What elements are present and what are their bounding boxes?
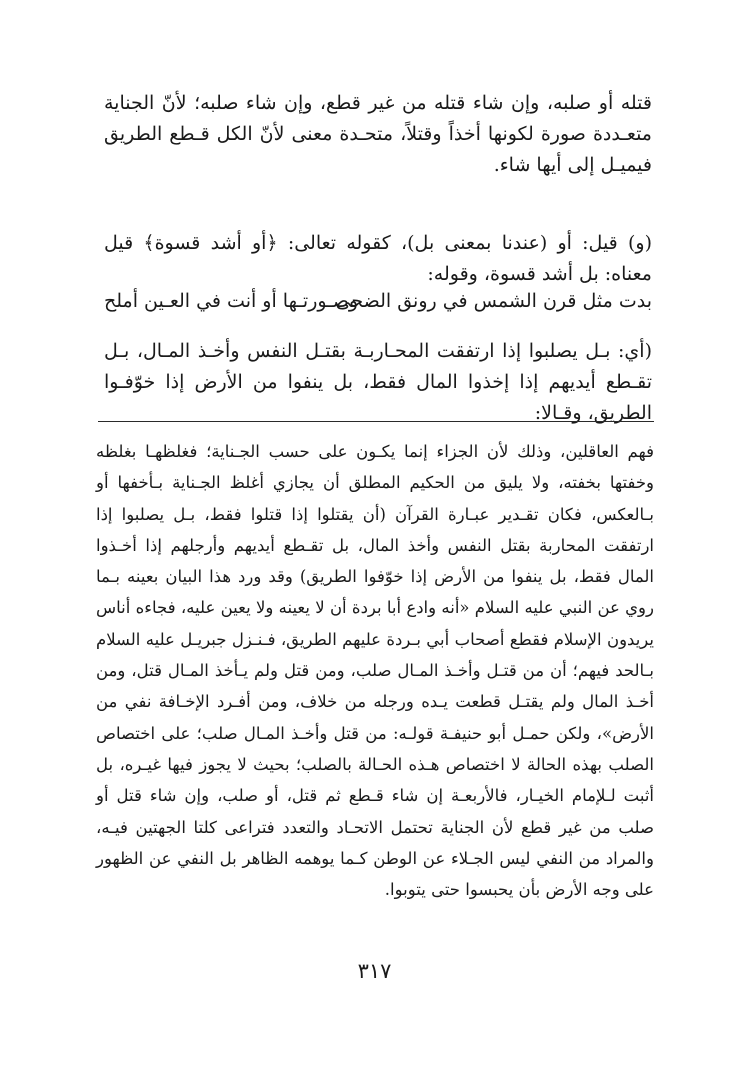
footnote-text: فهم العاقلين، وذلك لأن الجزاء إنما يكـون على حسب الجـناية؛ فغلظهـا بغلظه وخفتها بخفته، ولا يليق من الحكيم المطلق أن يجازي أغلظ الجـناية بـأخفها أو بـالعكس، فكان تقـدير عبـارة القرآن (أن يقتلوا إذا قتلوا فقط، بـل يصلبوا إذا ارتفقت المحاربة بقتل النفس وأخذ المال، بل تقـطع أيديهم وأرجلهم إذا أخـذوا المال فقط، بل ينفوا من الأرض إذا خوّفوا الطريق) وقد ورد هذا البيان بعينه بـما روي عن النبي عليه السلام «أنه وادع أبا بردة أن لا يعينه ولا يعين عليه، فجاءه أناس يريدون الإسلام فقطع أصحاب أبي بـردة عليهم الطريق، فـنـزل جبريـل عليه السلام بـالحد فيهم؛ أن من قتـل وأخـذ المـال صلب، ومن قتل ولم يـأخذ المـال قتل، ومن أخـذ المال ولم يقتـل قطعت يـده ورجله من خلاف، ومن أفـرد الإخـافة نفي من الأرض»، ولكن حمـل أبو حنيفـة قولـه: من قتل وأخـذ المـال صلب؛ على اختصاص الصلب بهذه الحالة لا اختصاص هـذه الحـالة بالصلب؛ بحيث لا يجوز فيها غيـره، بل أثبت لـلإمام الخيـار، فالأربعـة إن شاء قـطع ثم قتل، أو صلب، وإن شاء قتل أو صلب من غير قطع لأن الجناية تحتمل الاتحـاد والتعدد فتراعى كلتا الجهتين فيـه، والمراد من النفي ليس الجـلاء عن الوطن كـما يوهمه الظاهر بل النفي عن الظهور على وجه الأرض بأن يحبسوا حتى يتوبوا. <box>96 442 654 900</box>
main-paragraph-2-text: (و) قيل: أو (عندنا بمعنى بل)، كقوله تعالى: ﴿أو أشد قسوة﴾ قيل معناه: بل أشد قسوة، وقوله: <box>104 232 652 285</box>
footnote <box>96 436 654 905</box>
verse-second-hemistich: وصـورتـها أو أنت في العـين أملح <box>104 290 359 312</box>
poetry-verse <box>104 286 652 317</box>
page-number: ٣١٧ <box>357 959 392 983</box>
main-paragraph-3-text: (أي: بـل يصلبوا إذا ارتفقت المحـاربـة بقتـل النفس وأخـذ المـال، بـل تقـطع أيديهم إذا إخذوا المال فقط، بل ينفوا من الأرض إذا خوّفـوا الطريق، وقـالا: <box>104 340 652 424</box>
verse-first-hemistich: بدت مثل قرن الشمس في رونق الضحى <box>335 290 652 312</box>
main-paragraph-1-text: قتله أو صلبه، وإن شاء قتله من غير قطع، وإن شاء صلبه؛ لأنّ الجناية متعـددة صورة لكونها أخذاً وقتلاً، متحـدة معنى لأنّ الكل قـطع الطريق فيميـل إلى أيها شاء. <box>104 92 652 176</box>
footnote-separator <box>98 421 654 422</box>
main-paragraph-3 <box>104 336 652 429</box>
main-paragraph-2 <box>104 228 652 290</box>
main-paragraph-1 <box>104 88 652 181</box>
